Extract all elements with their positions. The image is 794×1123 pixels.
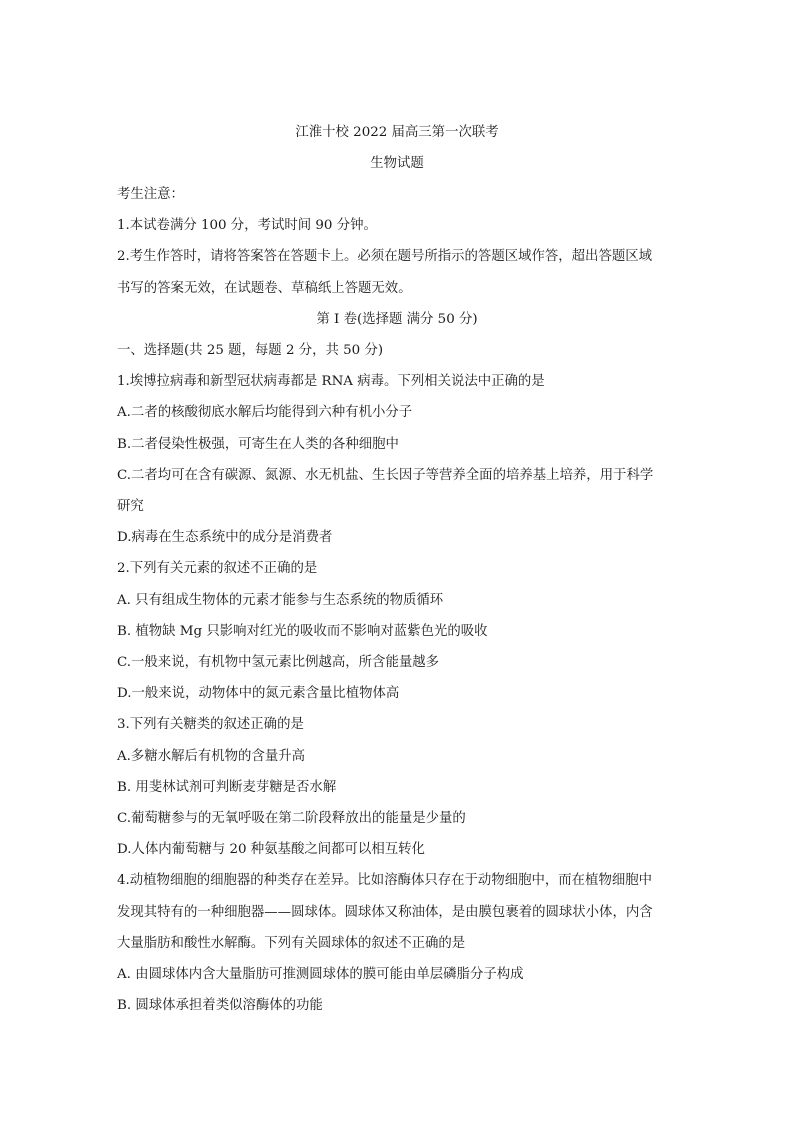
question-3-stem: 3.下列有关糖类的叙述正确的是 <box>117 717 304 732</box>
question-3-option-b: B. 用斐林试剂可判断麦芽糖是否水解 <box>117 780 337 795</box>
question-1-option-c-line-2: 研究 <box>117 499 144 514</box>
question-1-stem: 1.埃博拉病毒和新型冠状病毒都是 RNA 病毒。下列相关说法中正确的是 <box>117 374 545 389</box>
question-3-option-a: A.多糖水解后有机物的含量升高 <box>117 749 306 764</box>
question-3-option-c: C.葡萄糖参与的无氧呼吸在第二阶段释放出的能量是少量的 <box>117 811 466 826</box>
subject-title: 生物试题 <box>370 156 424 171</box>
question-4-stem-line-3: 大量脂肪和酸性水解酶。下列有关圆球体的叙述不正确的是 <box>117 936 466 951</box>
notice-item-2-line-2: 书写的答案无效，在试题卷、草稿纸上答题无效。 <box>117 281 412 296</box>
question-1-option-c-line-1: C.二者均可在含有碳源、氮源、水无机盐、生长因子等营养全面的培养基上培养，用于科学 <box>117 468 654 483</box>
exam-title: 江淮十校 2022 届高三第一次联考 <box>295 125 499 140</box>
question-2-option-c: C.一般来说，有机物中氢元素比例越高，所含能量越多 <box>117 655 440 670</box>
question-2-option-a: A. 只有组成生物体的元素才能参与生态系统的物质循环 <box>117 593 444 608</box>
notice-heading: 考生注意： <box>117 187 184 202</box>
question-1-option-d: D.病毒在生态系统中的成分是消费者 <box>117 530 333 545</box>
question-1-option-a: A.二者的核酸彻底水解后均能得到六种有机小分子 <box>117 405 413 420</box>
question-1-option-b: B.二者侵染性极强，可寄生在人类的各种细胞中 <box>117 437 399 452</box>
notice-item-2-line-1: 2.考生作答时，请将答案答在答题卡上。必须在题号所指示的答题区域作答，超出答题区域 <box>117 249 653 264</box>
question-4-stem-line-2: 发现其特有的一种细胞器——圆球体。圆球体又称油体，是由膜包裹着的圆球状小体，内含 <box>117 905 653 920</box>
question-3-option-d: D.人体内葡萄糖与 20 种氨基酸之间都可以相互转化 <box>117 842 425 857</box>
part-title: 一、选择题(共 25 题，每题 2 分，共 50 分) <box>117 343 384 358</box>
question-2-option-d: D.一般来说，动物体中的氮元素含量比植物体高 <box>117 686 400 701</box>
question-2-option-b: B. 植物缺 Mg 只影响对红光的吸收而不影响对蓝紫色光的吸收 <box>117 624 488 639</box>
question-2-stem: 2.下列有关元素的叙述不正确的是 <box>117 561 318 576</box>
notice-item-1: 1.本试卷满分 100 分，考试时间 90 分钟。 <box>117 218 377 233</box>
question-4-stem-line-1: 4.动植物细胞的细胞器的种类存在差异。比如溶酶体只存在于动物细胞中，而在植物细胞中 <box>117 873 653 888</box>
volume-title: 第 I 卷(选择题 满分 50 分) <box>316 312 478 327</box>
question-4-option-a: A. 由圆球体内含大量脂肪可推测圆球体的膜可能由单层磷脂分子构成 <box>117 967 524 982</box>
question-4-option-b: B. 圆球体承担着类似溶酶体的功能 <box>117 998 323 1013</box>
